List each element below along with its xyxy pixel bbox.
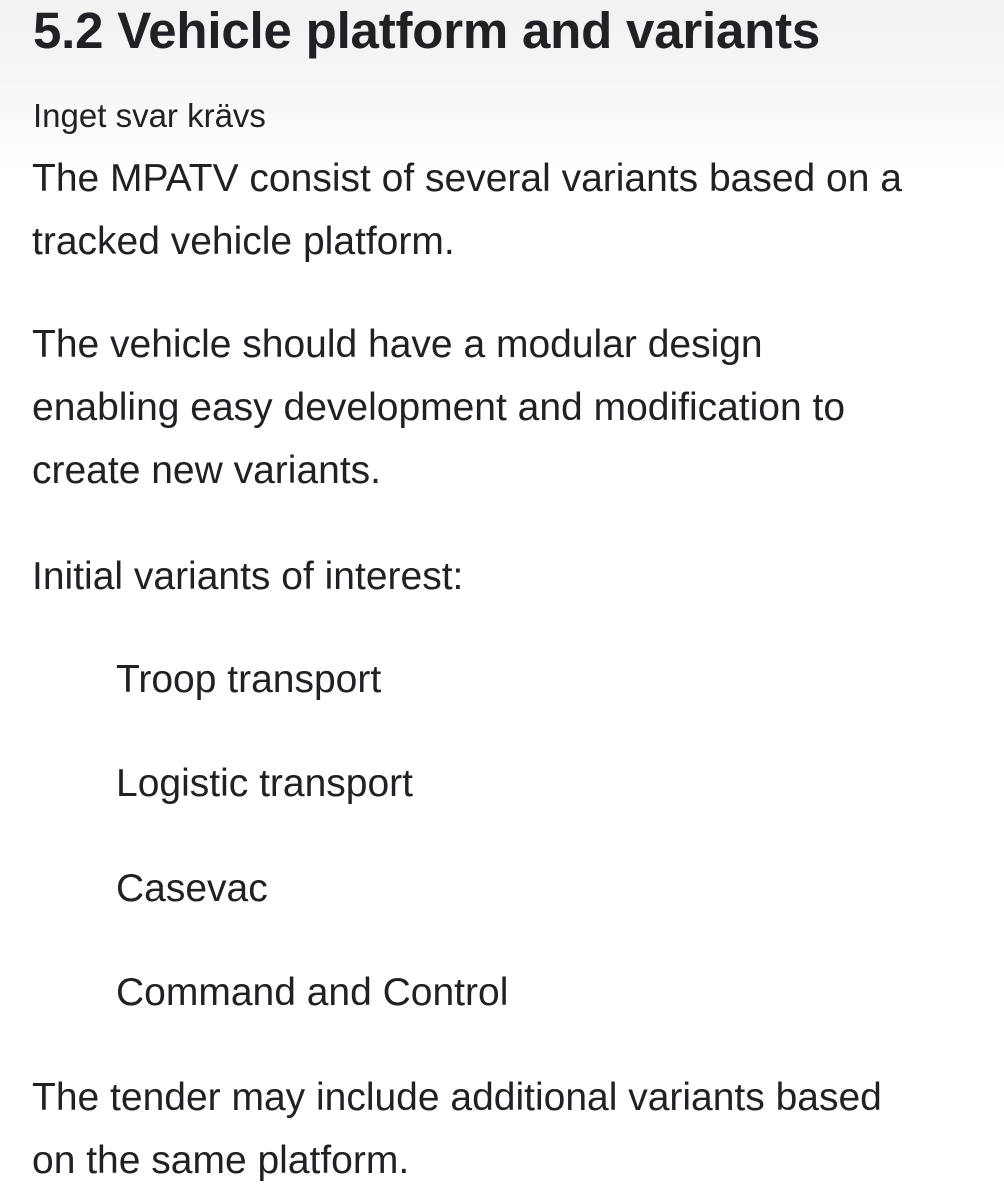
additional-variants-paragraph [32,1066,882,1192]
variant-item: Command and Control [116,971,509,1014]
modular-design-line-3: create new variants. [32,449,382,492]
variant-item: Troop transport [116,658,382,701]
variant-item: Logistic transport [116,762,413,805]
modular-design-line-2: enabling easy development and modification to [32,386,846,429]
platform-description-paragraph [32,147,902,273]
additional-variants-line-2: on the same platform. [32,1139,410,1182]
platform-description-line-1: The MPATV consist of several variants based on a [32,157,902,200]
variants-intro: Initial variants of interest: [32,555,464,598]
response-status: Inget svar krävs [33,97,266,134]
section-title: 5.2 Vehicle platform and variants [33,2,821,59]
variant-item: Casevac [116,867,268,910]
additional-variants-line-1: The tender may include additional variants based [32,1076,882,1119]
platform-description-line-2: tracked vehicle platform. [32,220,455,263]
modular-design-paragraph [32,313,845,502]
modular-design-line-1: The vehicle should have a modular design [32,323,763,366]
